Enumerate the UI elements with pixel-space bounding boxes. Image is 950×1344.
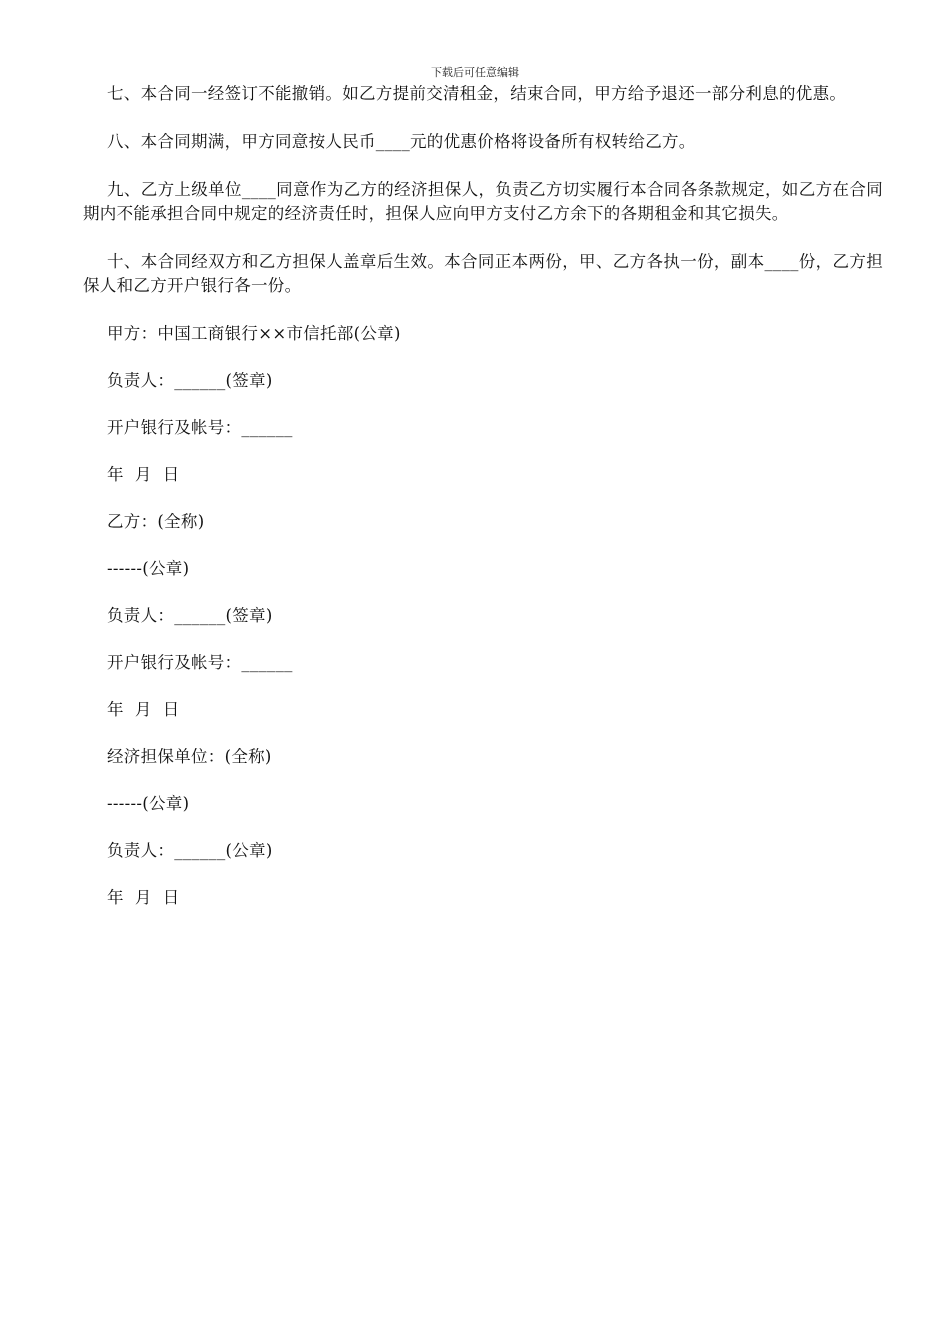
guarantor-name: 经济担保单位：(全称) xyxy=(107,747,272,766)
guarantor-seal: ------(公章) xyxy=(107,794,190,813)
party-b-name: 乙方：(全称) xyxy=(107,512,205,531)
clause-9: 九、乙方上级单位____同意作为乙方的经济担保人，负责乙方切实履行本合同各条款规定，如乙方在合同期内不能承担合同中规定的经济责任时，担保人应向甲方支付乙方余下的各期租金和其它损失。 xyxy=(83,180,883,223)
party-b-signature-block xyxy=(83,510,883,722)
party-b-manager: 负责人：______(签章) xyxy=(107,606,273,625)
party-a-manager: 负责人：______(签章) xyxy=(107,371,273,390)
party-a-name: 甲方：中国工商银行××市信托部(公章) xyxy=(107,324,401,343)
party-b-seal: ------(公章) xyxy=(107,559,190,578)
clause-7: 七、本合同一经签订不能撤销。如乙方提前交清租金，结束合同，甲方给予退还一部分利息的优惠。 xyxy=(107,84,847,103)
clause-8: 八、本合同期满，甲方同意按人民币____元的优惠价格将设备所有权转给乙方。 xyxy=(107,132,696,151)
page-header-note: 下载后可任意编辑 xyxy=(431,66,519,79)
clause-10: 十、本合同经双方和乙方担保人盖章后生效。本合同正本两份，甲、乙方各执一份，副本____份，乙方担保人和乙方开户银行各一份。 xyxy=(83,252,883,295)
party-a-bank-account: 开户银行及帐号：______ xyxy=(107,418,293,437)
document-body xyxy=(83,82,883,933)
guarantor-manager: 负责人：______(公章) xyxy=(107,841,273,860)
guarantor-signature-block xyxy=(83,745,883,910)
guarantor-date: 年 月 日 xyxy=(107,888,180,907)
party-a-date: 年 月 日 xyxy=(107,465,180,484)
party-b-bank-account: 开户银行及帐号：______ xyxy=(107,653,293,672)
party-a-signature-block xyxy=(83,322,883,487)
party-b-date: 年 月 日 xyxy=(107,700,180,719)
